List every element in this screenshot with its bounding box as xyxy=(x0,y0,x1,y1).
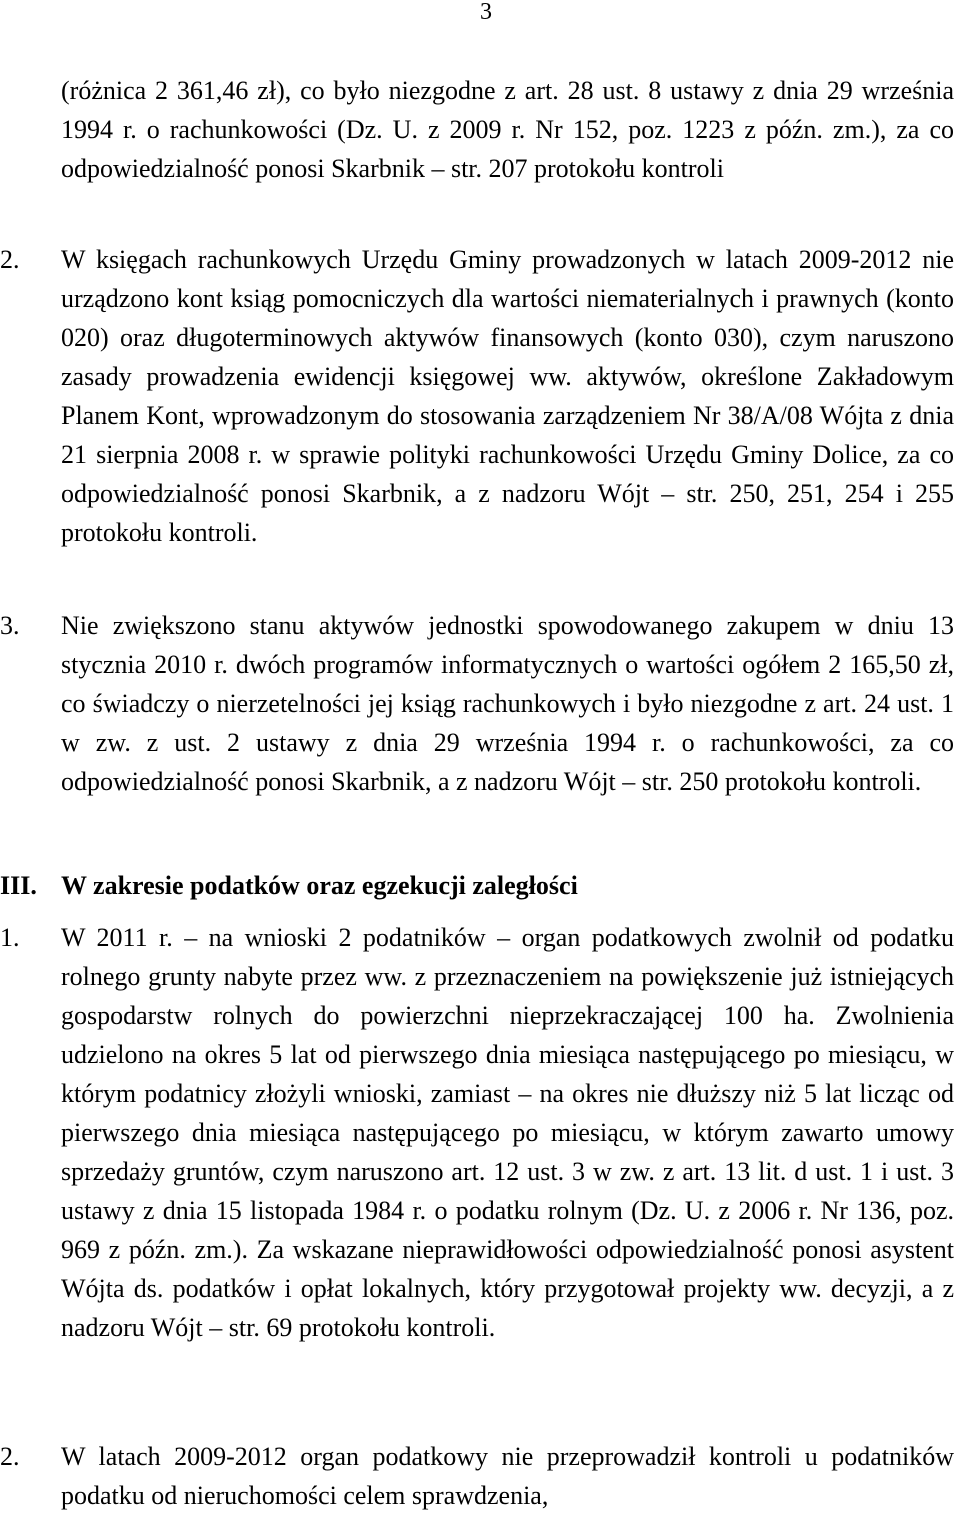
continuation-paragraph: (różnica 2 361,46 zł), co było niezgodne z art. 28 ust. 8 ustawy z dnia 29 września 1994 r. o rachunkowości (Dz. U. z 2009 r. Nr 152, poz. 1223 z późn. zm.), za co odpowiedzialność ponosi Skarbnik – str. 207 protokołu kontroli xyxy=(61,76,954,183)
list-item-text: W księgach rachunkowych Urzędu Gminy prowadzonych w latach 2009-2012 nie urządzono kont ksiąg pomocniczych dla wartości niematerialnych i prawnych (konto 020) oraz długoterminowych aktywów finansowych (konto 030), czym naruszono zasady prowadzenia ewidencji księgowej ww. aktywów, określone Zakładowym Planem Kont, wprowadzonym do stosowania zarządzeniem Nr 38/A/08 Wójta z dnia 21 sierpnia 2008 r. w sprawie polityki rachunkowości Urzędu Gminy Dolice, za co odpowiedzialność ponosi Skarbnik, a z nadzoru Wójt – str. 250, 251, 254 i 255 protokołu kontroli. xyxy=(61,245,954,547)
list-item-marker: 1. xyxy=(0,923,20,952)
section-title: W zakresie podatków oraz egzekucji zaległości xyxy=(61,871,578,900)
page-number: 3 xyxy=(480,0,492,25)
list-item-text: Nie zwiększono stanu aktywów jednostki spowodowanego zakupem w dniu 13 stycznia 2010 r. dwóch programów informatycznych o wartości ogółem 2 165,50 zł, co świadczy o nierzetelności jej ksiąg rachunkowych i było niezgodne z art. 24 ust. 1 w zw. z ust. 2 ustawy z dnia 29 września 1994 r. o rachunkowości, za co odpowiedzialność ponosi Skarbnik, a z nadzoru Wójt – str. 250 protokołu kontroli. xyxy=(61,611,954,796)
list-item-text: W 2011 r. – na wnioski 2 podatników – organ podatkowych zwolnił od podatku rolnego grunty nabyte przez ww. z przeznaczeniem na powiększenie już istniejących gospodarstw rolnych do powierzchni nieprzekraczającej 100 ha. Zwolnienia udzielono na okres 5 lat od pierwszego dnia miesiąca następującego po miesiącu, w którym podatnicy złożyli wnioski, zamiast – na okres nie dłuższy niż 5 lat licząc od pierwszego dnia miesiąca następującego po miesiącu, w którym zawarto umowy sprzedaży gruntów, czym naruszono art. 12 ust. 3 w zw. z art. 13 lit. d ust. 1 i ust. 3 ustawy z dnia 15 listopada 1984 r. o podatku rolnym (Dz. U. z 2006 r. Nr 136, poz. 969 z późn. zm.). Za wskazane nieprawidłowości odpowiedzialność ponosi asystent Wójta ds. podatków i opłat lokalnych, który przygotował projekty ww. decyzji, a z nadzoru Wójt – str. 69 protokołu kontroli. xyxy=(61,923,954,1342)
list-item-marker: 2. xyxy=(0,1442,20,1471)
list-item-marker: 2. xyxy=(0,245,20,274)
section-marker: III. xyxy=(0,871,37,900)
list-item-marker: 3. xyxy=(0,611,20,640)
list-item-text: W latach 2009-2012 organ podatkowy nie przeprowadził kontroli u podatników podatku od nieruchomości celem sprawdzenia, xyxy=(61,1442,954,1510)
